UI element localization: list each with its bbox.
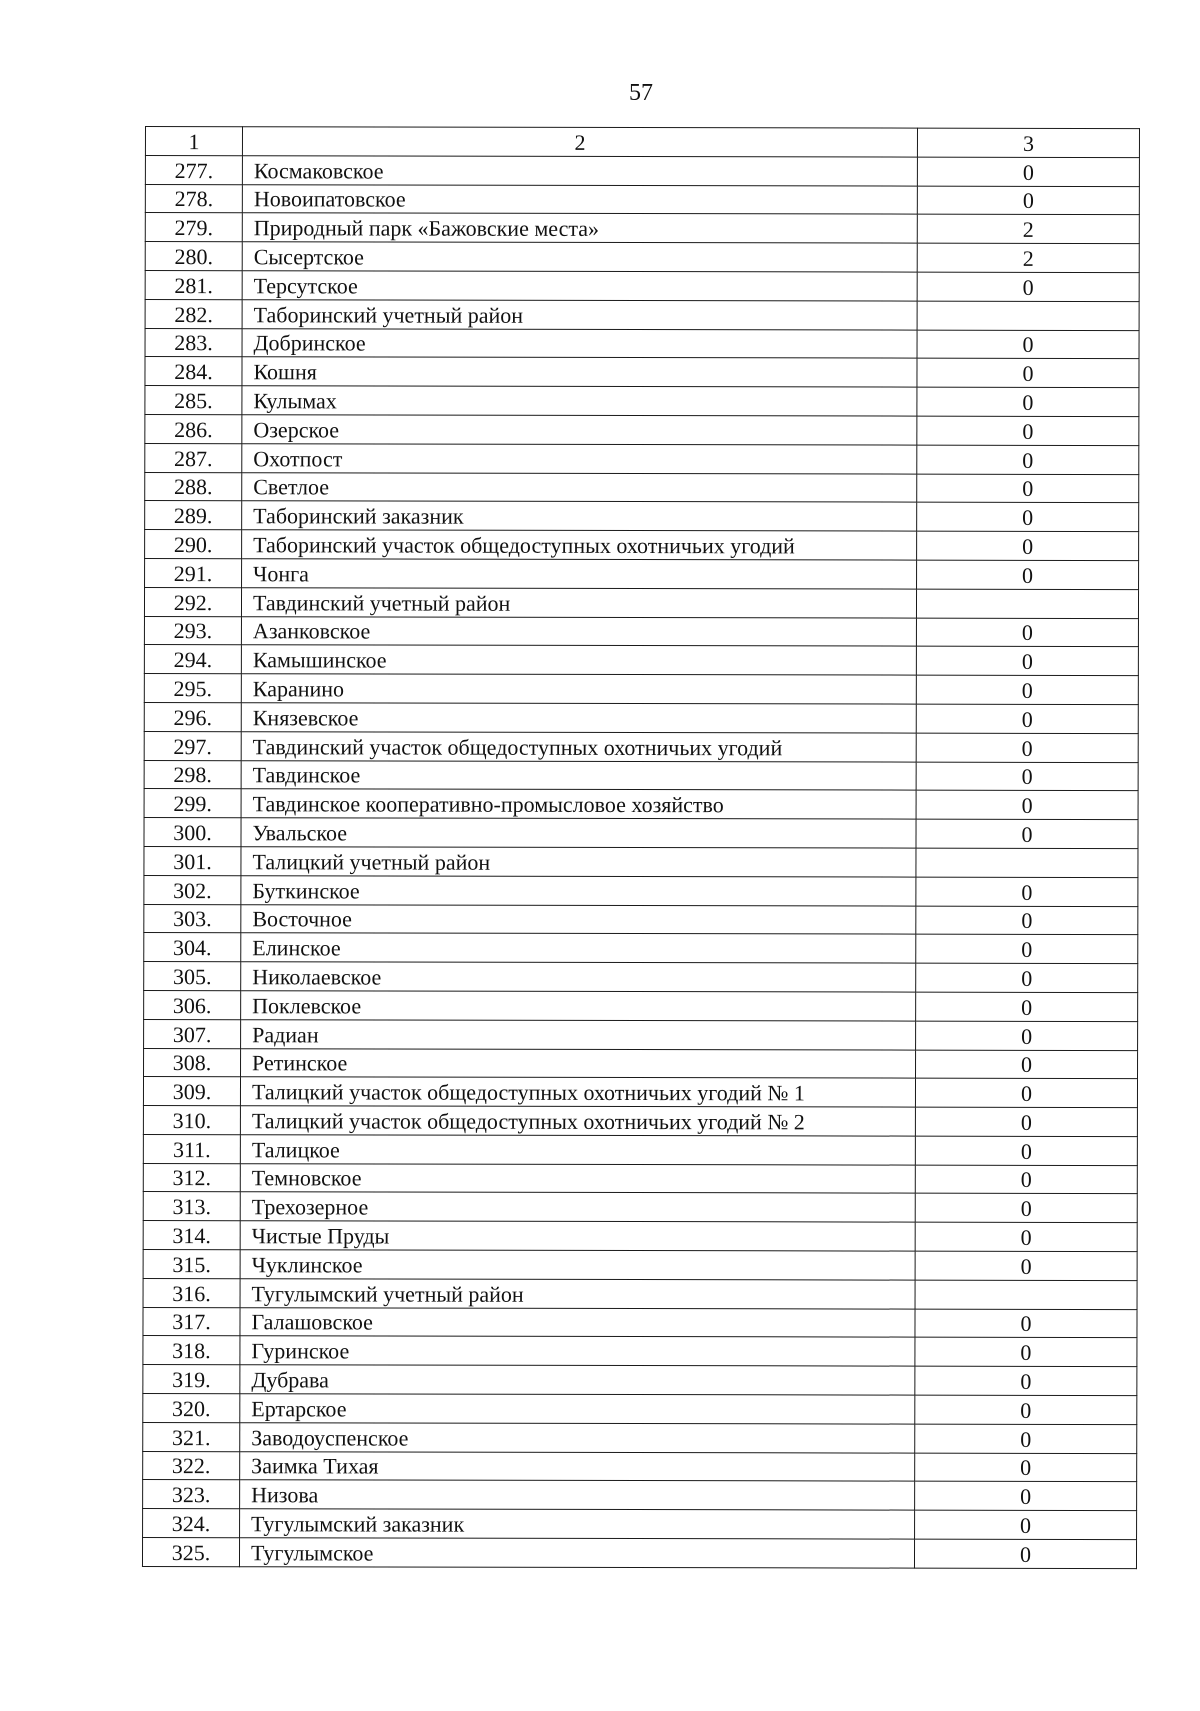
row-value-cell: 0 <box>917 272 1139 301</box>
table-row <box>145 299 1139 330</box>
row-value-cell: 0 <box>916 1021 1138 1050</box>
row-number-cell: 302. <box>144 875 241 904</box>
row-number-cell: 304. <box>144 933 241 962</box>
row-number-cell: 321. <box>143 1422 240 1451</box>
row-value-cell: 0 <box>915 1194 1137 1223</box>
row-number-cell: 295. <box>144 674 241 703</box>
row-name-cell: Кулымах <box>242 386 917 416</box>
table-row <box>143 1365 1137 1396</box>
row-number-cell: 293. <box>144 616 241 645</box>
row-number-cell: 303. <box>144 904 241 933</box>
row-name-cell: Чуклинское <box>240 1250 915 1280</box>
row-value-cell <box>915 1280 1137 1309</box>
table-row <box>145 155 1139 186</box>
row-value-cell: 0 <box>915 1395 1137 1424</box>
table-row <box>143 1336 1137 1367</box>
table-row <box>143 1221 1137 1252</box>
row-value-cell: 0 <box>917 445 1139 474</box>
row-number-cell: 320. <box>143 1394 240 1423</box>
table-row <box>145 242 1139 273</box>
row-name-cell: Талицкое <box>240 1135 915 1165</box>
row-name-cell: Заводоуспенское <box>240 1423 915 1453</box>
row-name-cell: Озерское <box>242 415 917 445</box>
row-name-cell: Сысертское <box>242 242 917 272</box>
row-value-cell: 0 <box>915 1165 1137 1194</box>
row-value-cell: 0 <box>915 1453 1137 1482</box>
row-value-cell: 0 <box>917 502 1139 531</box>
row-name-cell: Тавдинский учетный район <box>241 587 916 617</box>
table-row <box>145 270 1139 301</box>
row-name-cell: Новоипатовское <box>242 184 917 214</box>
row-value-cell: 0 <box>917 416 1139 445</box>
table-row <box>144 616 1138 647</box>
row-value-cell: 0 <box>916 618 1138 647</box>
table-row <box>144 645 1138 676</box>
row-name-cell: Поклевское <box>241 991 916 1021</box>
row-name-cell: Кошня <box>242 357 917 387</box>
row-value-cell: 0 <box>916 733 1138 762</box>
row-number-cell: 277. <box>145 155 242 184</box>
row-value-cell: 0 <box>915 1309 1137 1338</box>
row-name-cell: Добринское <box>242 328 917 358</box>
row-name-cell: Галашовское <box>240 1307 915 1337</box>
row-number-cell: 300. <box>144 818 241 847</box>
row-number-cell: 325. <box>142 1538 239 1567</box>
row-name-cell: Тавдинский участок общедоступных охотничьих угодий <box>241 731 916 761</box>
row-number-cell: 311. <box>143 1134 240 1163</box>
row-number-cell: 314. <box>143 1221 240 1250</box>
row-number-cell: 288. <box>145 472 242 501</box>
row-value-cell: 0 <box>914 1539 1136 1568</box>
table-row <box>144 1019 1138 1050</box>
row-name-cell: Таборинский заказник <box>242 501 917 531</box>
row-name-cell: Каранино <box>241 674 916 704</box>
row-number-cell: 279. <box>145 213 242 242</box>
row-name-cell: Николаевское <box>241 962 916 992</box>
table-row <box>143 1077 1137 1108</box>
row-number-cell: 294. <box>144 645 241 674</box>
row-value-cell <box>917 301 1139 330</box>
row-value-cell: 0 <box>915 1338 1137 1367</box>
table-header-row <box>145 127 1139 158</box>
row-name-cell: Тугулымский заказник <box>240 1509 915 1539</box>
row-number-cell: 284. <box>145 357 242 386</box>
table-row <box>144 789 1138 820</box>
table-row <box>145 328 1139 359</box>
row-value-cell: 0 <box>916 646 1138 675</box>
row-name-cell: Дубрава <box>240 1365 915 1395</box>
row-value-cell: 0 <box>915 1366 1137 1395</box>
row-value-cell: 0 <box>916 992 1138 1021</box>
row-value-cell: 0 <box>917 330 1139 359</box>
row-value-cell: 0 <box>916 819 1138 848</box>
row-number-cell: 305. <box>144 962 241 991</box>
row-value-cell: 0 <box>915 1222 1137 1251</box>
table-row <box>144 875 1138 906</box>
row-number-cell: 319. <box>143 1365 240 1394</box>
row-number-cell: 310. <box>143 1106 240 1135</box>
page-number: 57 <box>629 80 653 106</box>
header-col-3: 3 <box>917 128 1139 157</box>
table-row <box>143 1278 1137 1309</box>
table-body <box>142 127 1139 1569</box>
row-name-cell: Елинское <box>241 933 916 963</box>
row-value-cell: 2 <box>917 215 1139 244</box>
row-number-cell: 313. <box>143 1192 240 1221</box>
row-value-cell: 0 <box>915 1424 1137 1453</box>
row-value-cell: 0 <box>917 358 1139 387</box>
row-number-cell: 291. <box>145 558 242 587</box>
row-name-cell: Заимка Тихая <box>240 1451 915 1481</box>
table-row <box>143 1250 1137 1281</box>
table-row <box>144 933 1138 964</box>
row-name-cell: Терсутское <box>242 271 917 301</box>
row-name-cell: Увальское <box>241 818 916 848</box>
row-number-cell: 286. <box>145 414 242 443</box>
row-name-cell: Радиан <box>241 1019 916 1049</box>
row-name-cell: Буткинское <box>241 875 916 905</box>
table-row <box>144 904 1138 935</box>
row-number-cell: 283. <box>145 328 242 357</box>
row-value-cell: 0 <box>916 906 1138 935</box>
row-number-cell: 298. <box>144 760 241 789</box>
row-name-cell: Гуринское <box>240 1336 915 1366</box>
row-number-cell: 309. <box>143 1077 240 1106</box>
row-number-cell: 290. <box>145 530 242 559</box>
table-row <box>143 1163 1137 1194</box>
row-number-cell: 306. <box>144 990 241 1019</box>
header-col-2: 2 <box>242 127 917 157</box>
row-name-cell: Космаковское <box>242 156 917 186</box>
row-number-cell: 287. <box>145 443 242 472</box>
table-row <box>144 731 1138 762</box>
row-value-cell: 0 <box>917 157 1139 186</box>
row-number-cell: 323. <box>143 1480 240 1509</box>
row-number-cell: 308. <box>144 1048 241 1077</box>
row-value-cell: 0 <box>916 963 1138 992</box>
table-row <box>143 1192 1137 1223</box>
row-name-cell: Низова <box>240 1480 915 1510</box>
row-name-cell: Ертарское <box>240 1394 915 1424</box>
row-name-cell: Азанковское <box>241 616 916 646</box>
table-row <box>145 443 1139 474</box>
row-name-cell: Светлое <box>242 472 917 502</box>
row-value-cell: 0 <box>916 790 1138 819</box>
row-name-cell: Князевское <box>241 703 916 733</box>
row-number-cell: 299. <box>144 789 241 818</box>
row-name-cell: Тугулымское <box>239 1538 914 1568</box>
row-number-cell: 289. <box>145 501 242 530</box>
table-row <box>145 414 1139 445</box>
row-number-cell: 285. <box>145 386 242 415</box>
row-value-cell: 0 <box>915 1136 1137 1165</box>
table-row <box>144 1048 1138 1079</box>
row-value-cell: 0 <box>916 704 1138 733</box>
row-name-cell: Талицкий учетный район <box>241 847 916 877</box>
row-value-cell: 2 <box>917 243 1139 272</box>
table-row <box>143 1307 1137 1338</box>
row-value-cell: 0 <box>915 1510 1137 1539</box>
row-number-cell: 316. <box>143 1278 240 1307</box>
row-name-cell: Тавдинское <box>241 760 916 790</box>
table-row <box>143 1451 1137 1482</box>
row-number-cell: 280. <box>145 242 242 271</box>
row-value-cell: 0 <box>917 474 1139 503</box>
table-row <box>143 1509 1137 1540</box>
row-value-cell: 0 <box>916 934 1138 963</box>
table-row <box>144 702 1138 733</box>
table-row <box>145 184 1139 215</box>
row-value-cell <box>916 848 1138 877</box>
row-name-cell: Темновское <box>240 1163 915 1193</box>
table-row <box>145 213 1139 244</box>
row-value-cell: 0 <box>915 1251 1137 1280</box>
row-value-cell: 0 <box>916 1050 1138 1079</box>
row-name-cell: Восточное <box>241 904 916 934</box>
table-row <box>144 760 1138 791</box>
table-row <box>145 472 1139 503</box>
header-col-1: 1 <box>145 127 242 156</box>
registry-table <box>142 126 1140 1569</box>
row-name-cell: Камышинское <box>241 645 916 675</box>
table-row <box>144 674 1138 705</box>
row-number-cell: 282. <box>145 299 242 328</box>
row-name-cell: Природный парк «Бажовские места» <box>242 213 917 243</box>
row-number-cell: 315. <box>143 1250 240 1279</box>
row-name-cell: Тугулымский учетный район <box>240 1279 915 1309</box>
table-row <box>144 990 1138 1021</box>
table-row <box>144 587 1138 618</box>
row-number-cell: 312. <box>143 1163 240 1192</box>
table-row <box>144 962 1138 993</box>
row-name-cell: Таборинский участок общедоступных охотничьих угодий <box>242 530 917 560</box>
row-name-cell: Ретинское <box>241 1048 916 1078</box>
row-number-cell: 301. <box>144 846 241 875</box>
table-row <box>145 386 1139 417</box>
row-value-cell: 0 <box>916 675 1138 704</box>
row-number-cell: 296. <box>144 702 241 731</box>
row-number-cell: 317. <box>143 1307 240 1336</box>
row-value-cell: 0 <box>915 1107 1137 1136</box>
table-row <box>143 1106 1137 1137</box>
row-name-cell: Трехозерное <box>240 1192 915 1222</box>
table-row <box>144 846 1138 877</box>
row-number-cell: 324. <box>143 1509 240 1538</box>
row-number-cell: 297. <box>144 731 241 760</box>
row-value-cell: 0 <box>917 387 1139 416</box>
table-row <box>142 1538 1136 1569</box>
row-name-cell: Охотпост <box>242 443 917 473</box>
row-value-cell: 0 <box>915 1482 1137 1511</box>
row-value-cell: 0 <box>917 531 1139 560</box>
table-row <box>145 357 1139 388</box>
table-row <box>143 1394 1137 1425</box>
table-row <box>144 818 1138 849</box>
row-name-cell: Чистые Пруды <box>240 1221 915 1251</box>
row-name-cell: Чонга <box>242 559 917 589</box>
row-value-cell <box>916 589 1138 618</box>
table-row <box>143 1134 1137 1165</box>
table-row <box>145 558 1139 589</box>
row-value-cell: 0 <box>916 762 1138 791</box>
row-value-cell: 0 <box>917 186 1139 215</box>
row-name-cell: Таборинский учетный район <box>242 299 917 329</box>
row-value-cell: 0 <box>915 1078 1137 1107</box>
row-number-cell: 281. <box>145 270 242 299</box>
row-value-cell: 0 <box>917 560 1139 589</box>
row-number-cell: 322. <box>143 1451 240 1480</box>
row-number-cell: 278. <box>145 184 242 213</box>
table-row <box>143 1480 1137 1511</box>
row-number-cell: 318. <box>143 1336 240 1365</box>
row-value-cell: 0 <box>916 877 1138 906</box>
row-number-cell: 307. <box>144 1019 241 1048</box>
table-row <box>145 501 1139 532</box>
row-name-cell: Талицкий участок общедоступных охотничьих угодий № 2 <box>240 1106 915 1136</box>
table-row <box>145 530 1139 561</box>
table-row <box>143 1422 1137 1453</box>
row-name-cell: Талицкий участок общедоступных охотничьих угодий № 1 <box>240 1077 915 1107</box>
row-number-cell: 292. <box>144 587 241 616</box>
row-name-cell: Тавдинское кооперативно-промысловое хозяйство <box>241 789 916 819</box>
